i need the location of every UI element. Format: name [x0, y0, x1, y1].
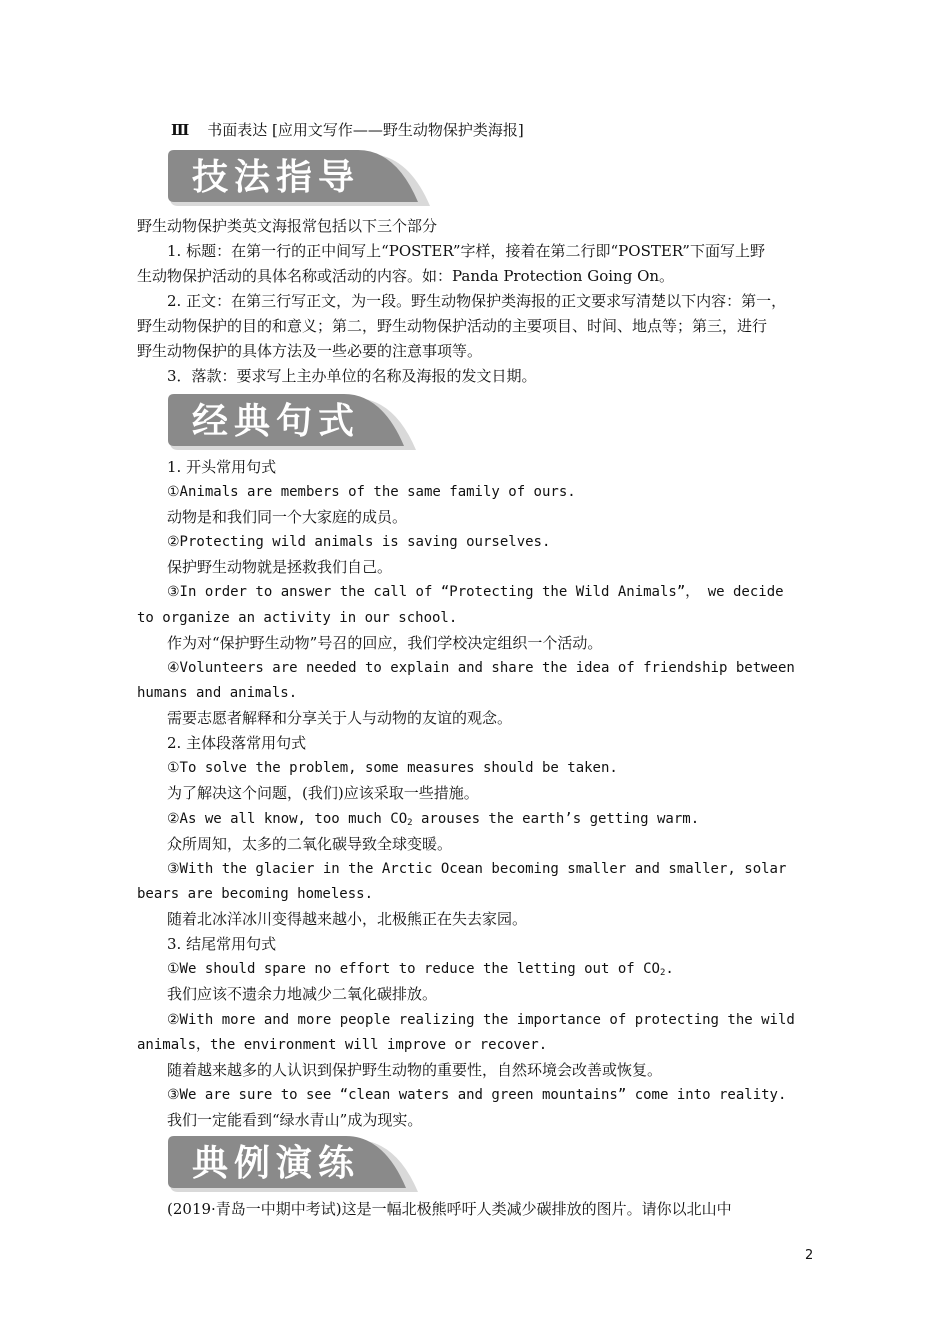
translation-7: 随着北冰洋冰川变得越来越小，北极熊正在失去家园。	[167, 910, 528, 928]
translation-6: 众所周知，太多的二氧化碳导致全球变暖。	[167, 835, 453, 853]
sentence-8-post: .	[665, 961, 674, 977]
translation-8: 我们应该不遗余力地减少二氧化碳排放。	[167, 985, 438, 1003]
sentences-heading-ending: 3. 结尾常用句式	[167, 935, 277, 953]
sentence-2: ②Protecting wild animals is saving ourselves.	[167, 534, 551, 550]
guide-p3: 3．落款：要求写上主办单位的名称及海报的发文日期。	[167, 367, 537, 385]
section-title	[171, 120, 524, 140]
guide-p2b: 野生动物保护的目的和意义；第二，野生动物保护活动的主要项目、时间、地点等；第三，进行	[137, 317, 768, 335]
sentence-6-pre: ②As we all know, too much CO	[167, 811, 408, 827]
guide-intro: 野生动物保护类英文海报常包括以下三个部分	[137, 217, 438, 235]
example-text: (2019·青岛一中期中考试)这是一幅北极熊呼吁人类减少碳排放的图片。请你以北山中	[167, 1200, 732, 1218]
guide-p1b: 生动物保护活动的具体名称或活动的内容。如：Panda Protection Going On。	[137, 267, 675, 285]
sentence-3a: ③In order to answer the call of “Protecting the Wild Animals”， we decide	[167, 584, 784, 600]
banner-technique-guide	[168, 150, 433, 206]
section-title-text: 书面表达 [应用文写作——野生动物保护类海报]	[207, 121, 524, 139]
guide-p2c: 野生动物保护的具体方法及一些必要的注意事项等。	[137, 342, 483, 360]
sentence-5: ①To solve the problem, some measures should be taken.	[167, 760, 618, 776]
banner-classic-sentences	[168, 394, 418, 450]
page-number: 2	[805, 1248, 814, 1263]
translation-2: 保护野生动物就是拯救我们自己。	[167, 558, 393, 576]
sentence-4a: ④Volunteers are needed to explain and share the idea of friendship between	[167, 660, 795, 676]
section-numeral: Ⅲ	[171, 121, 190, 139]
sentence-6-post: arouses the earth’s getting warm.	[412, 811, 700, 827]
sentence-7b: bears are becoming homeless.	[137, 886, 374, 902]
translation-1: 动物是和我们同一个大家庭的成员。	[167, 508, 408, 526]
banner-technique-guide-label: 技法指导	[192, 157, 361, 198]
translation-9: 随着越来越多的人认识到保护野生动物的重要性，自然环境会改善或恢复。	[167, 1061, 663, 1079]
sentence-4b: humans and animals.	[137, 685, 298, 701]
sentence-8-sub: 2	[660, 968, 666, 978]
sentence-3b: to organize an activity in our school.	[137, 610, 458, 626]
translation-3: 作为对“保护野生动物”号召的回应，我们学校决定组织一个活动。	[167, 634, 603, 652]
sentence-7a: ③With the glacier in the Arctic Ocean becoming smaller and smaller, solar	[167, 861, 787, 877]
sentence-10: ③We are sure to see “clean waters and green mountains” come into reality.	[167, 1087, 787, 1103]
sentences-heading-body: 2. 主体段落常用句式	[167, 734, 307, 752]
sentences-heading-opening: 1. 开头常用句式	[167, 458, 277, 476]
translation-5: 为了解决这个问题，(我们)应该采取一些措施。	[167, 784, 479, 802]
translation-4: 需要志愿者解释和分享关于人与动物的友谊的观念。	[167, 709, 513, 727]
banner-example-practice	[168, 1136, 420, 1192]
sentence-9a: ②With more and more people realizing the importance of protecting the wild	[167, 1012, 795, 1028]
translation-10: 我们一定能看到“绿水青山”成为现实。	[167, 1111, 423, 1129]
guide-p2a: 2. 正文：在第三行写正文，为一段。野生动物保护类海报的正文要求写清楚以下内容：第一，	[167, 292, 787, 310]
banner-example-practice-label: 典例演练	[192, 1143, 361, 1184]
guide-p1a: 1. 标题：在第一行的正中间写上“POSTER”字样，接着在第二行即“POSTER”下面写上野	[167, 242, 765, 260]
sentence-8-pre: ①We should spare no effort to reduce the letting out of CO	[167, 961, 660, 977]
banner-classic-sentences-label: 经典句式	[192, 401, 361, 442]
sentence-6-sub: 2	[407, 818, 413, 828]
sentence-9b: animals，the environment will improve or recover.	[137, 1037, 548, 1053]
sentence-6	[167, 809, 847, 833]
sentence-1: ①Animals are members of the same family of ours.	[167, 484, 576, 500]
sentence-8	[167, 959, 847, 983]
